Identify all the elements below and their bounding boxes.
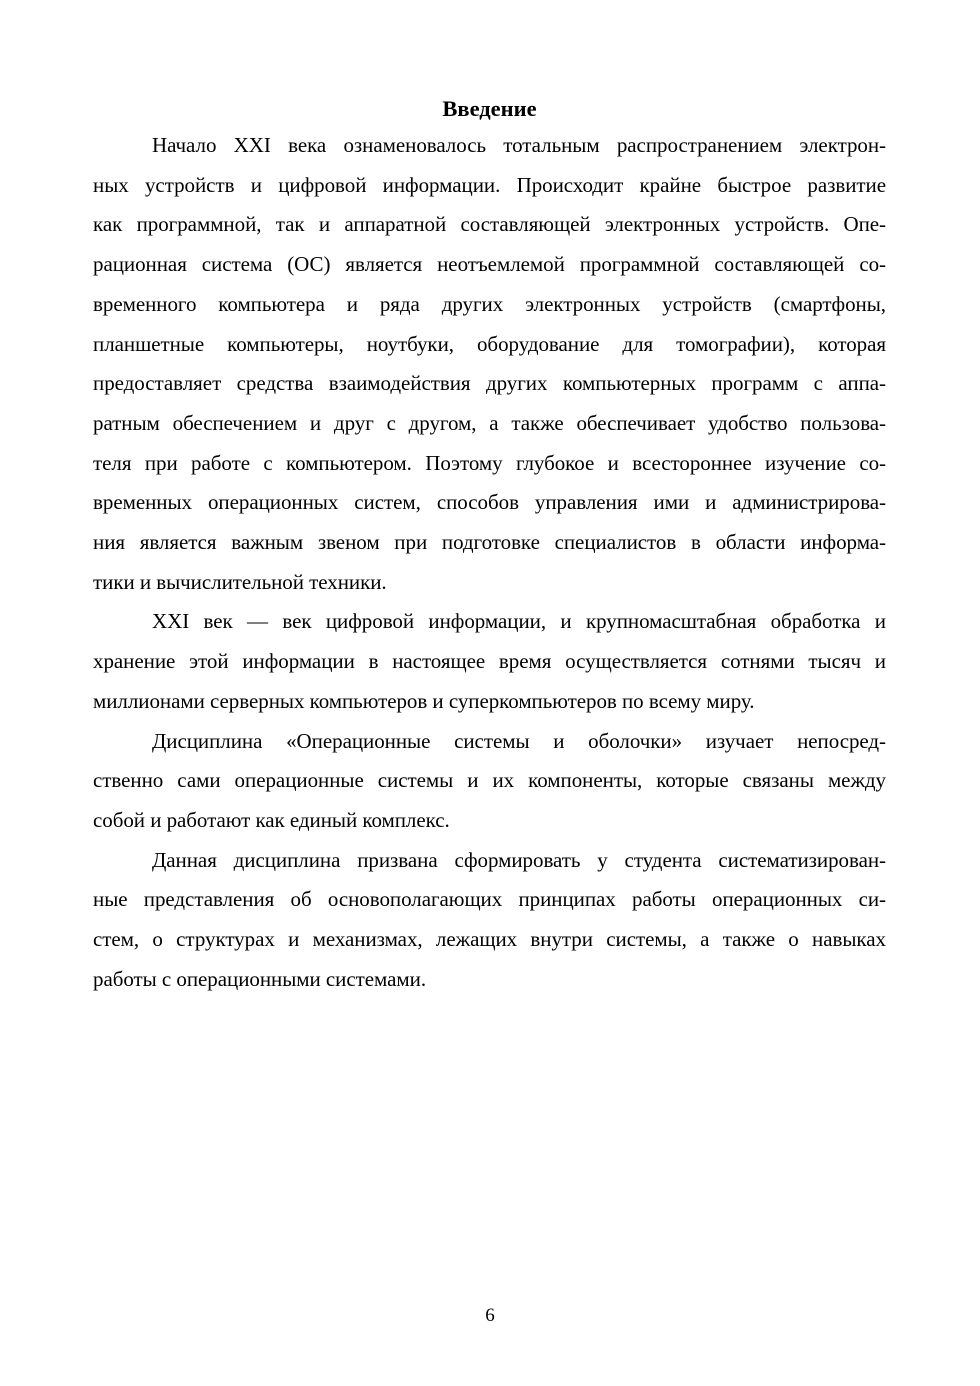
text-line: ственно сами операционные системы и их компоненты, которые связаны между (93, 768, 886, 793)
text-line: XXI век — век цифровой информации, и крупномасштабная обработка и (152, 609, 886, 634)
paragraph (93, 841, 886, 1000)
text-line: ния является важным звеном при подготовке специалистов в области информа- (93, 530, 886, 555)
text-line: Дисциплина «Операционные системы и оболочки» изучает непосред- (152, 728, 886, 753)
text-line: работы с операционными системами. (93, 966, 427, 991)
text-line: стем, о структурах и механизмах, лежащих внутри системы, а также о навыках (93, 927, 886, 952)
text-line: ных устройств и цифровой информации. Происходит крайне быстрое развитие (93, 172, 886, 197)
text-line: Данная дисциплина призвана сформировать у студента систематизирован- (152, 847, 886, 872)
paragraph (93, 126, 886, 602)
document-page (93, 92, 886, 999)
text-line: теля при работе с компьютером. Поэтому глубокое и всестороннее изучение со- (93, 450, 886, 475)
text-line: ратным обеспечением и друг с другом, а также обеспечивает удобство пользова- (93, 410, 886, 435)
paragraph (93, 602, 886, 721)
text-line: тики и вычислительной техники. (93, 569, 387, 594)
text-line: рационная система (ОС) является неотъемлемой программной составляющей со- (93, 252, 886, 277)
text-line: временного компьютера и ряда других электронных устройств (смартфоны, (93, 291, 886, 316)
body-text (93, 126, 886, 999)
text-line: собой и работают как единый комплекс. (93, 807, 450, 832)
text-line: как программной, так и аппаратной составляющей электронных устройств. Опе- (93, 212, 886, 237)
text-line: временных операционных систем, способов управления ими и администрирова- (93, 490, 886, 515)
text-line: Начало XXI века ознаменовалось тотальным распространением электрон- (152, 133, 886, 157)
page-title: Введение (442, 96, 537, 121)
text-line: миллионами серверных компьютеров и суперкомпьютеров по всему миру. (93, 688, 755, 713)
paragraph (93, 722, 886, 841)
text-line: хранение этой информации в настоящее время осуществляется сотнями тысяч и (93, 649, 886, 674)
text-line: ные представления об основополагающих принципах работы операционных си- (93, 887, 886, 912)
text-line: планшетные компьютеры, ноутбуки, оборудование для томографии), которая (93, 331, 886, 356)
text-line: предоставляет средства взаимодействия других компьютерных программ с аппа- (93, 371, 886, 396)
page-number: 6 (485, 1305, 495, 1326)
